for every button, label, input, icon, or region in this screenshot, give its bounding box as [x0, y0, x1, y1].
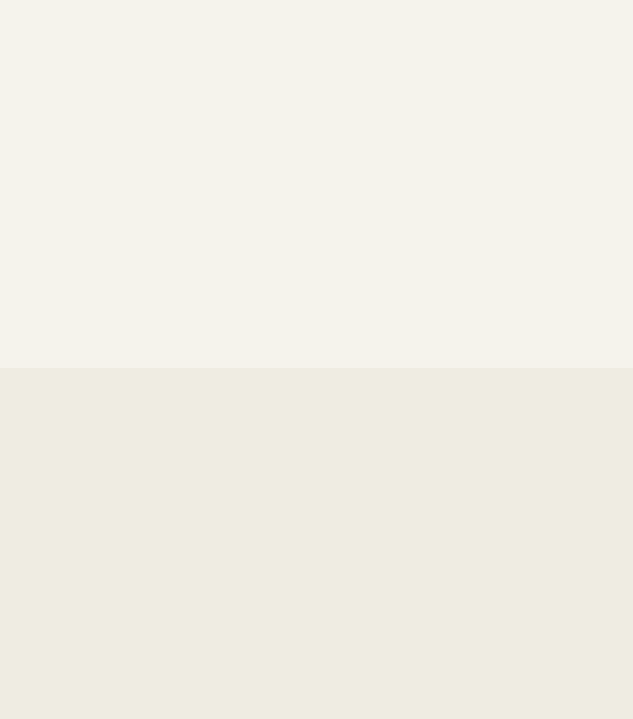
- continuation-block: [0, 368, 633, 719]
